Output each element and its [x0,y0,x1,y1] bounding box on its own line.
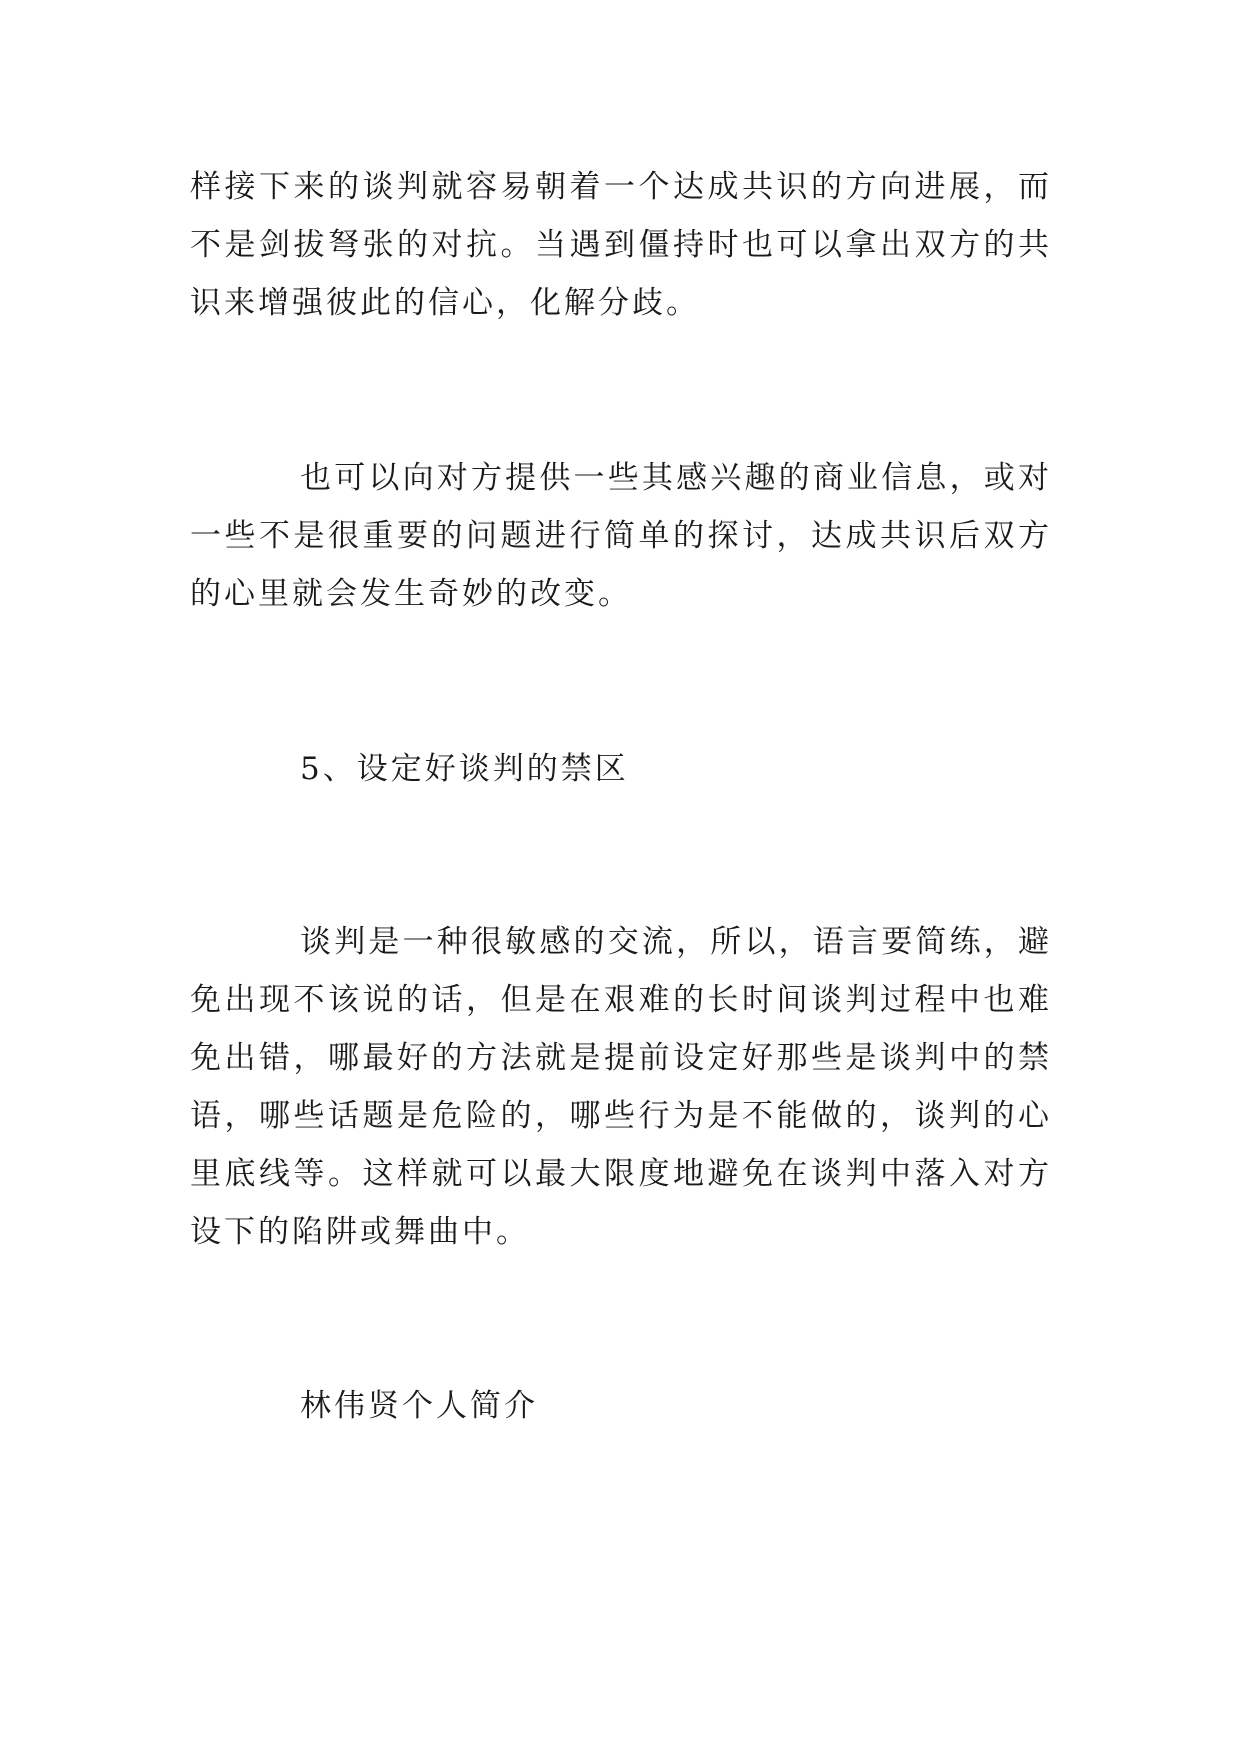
section-heading: 5、设定好谈判的禁区 [300,751,629,787]
paragraph-business-info: 也可以向对方提供一些其感兴趣的商业信息，或对一些不是很重要的问题进行简单的探讨，达成共识后双方的心里就会发生奇妙的改变。 [190,460,1052,612]
paragraph-continuation: 样接下来的谈判就容易朝着一个达成共识的方向进展，而不是剑拔弩张的对抗。当遇到僵持时也可以拿出双方的共识来增强彼此的信心，化解分歧。 [190,169,1052,321]
paragraph-forbidden-zones: 谈判是一种很敏感的交流，所以，语言要简练，避免出现不该说的话，但是在艰难的长时间谈判过程中也难免出错，哪最好的方法就是提前设定好那些是谈判中的禁语，哪些话题是危险的，哪些行为是不能做的，谈判的心里底线等。这样就可以最大限度地避免在谈判中落入对方设下的陷阱或舞曲中。 [190,924,1052,1250]
heading-profile: 林伟贤个人简介 [300,1388,538,1424]
